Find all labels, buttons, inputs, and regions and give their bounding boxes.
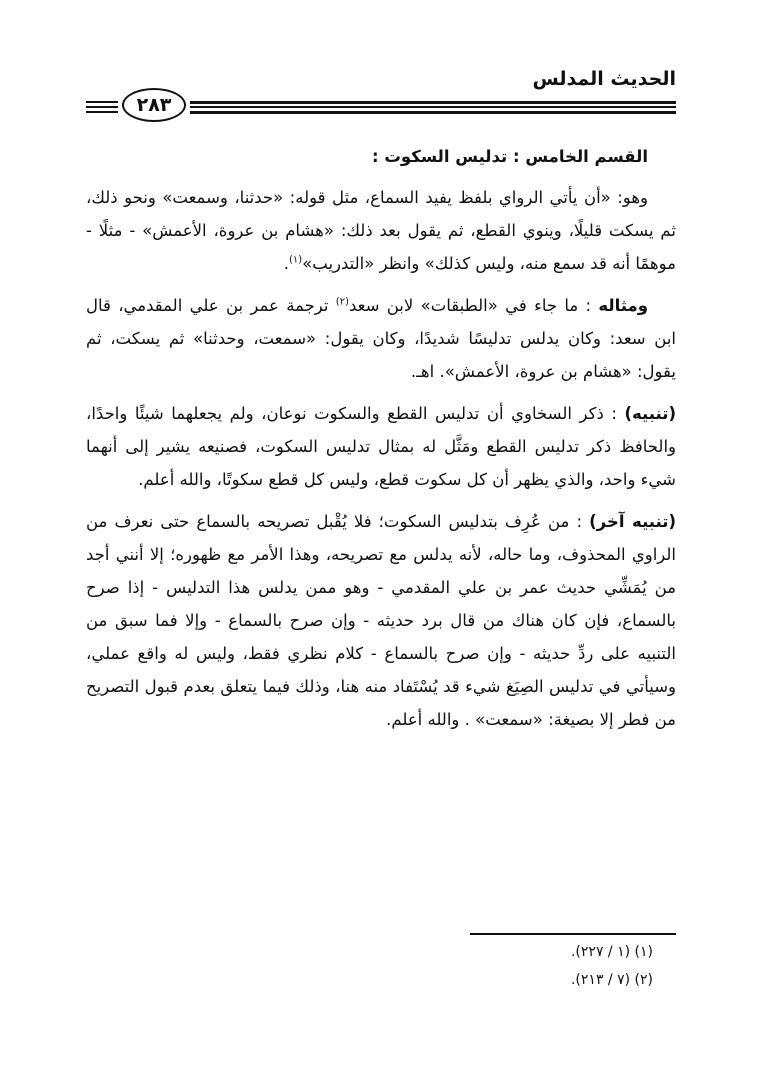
page-number: ٢٨٣ [136,94,172,116]
paragraph-another-note [86,505,676,736]
paragraph-text: : ذكر السخاوي أن تدليس القطع والسكوت نوعان، ولم يجعلهما شيئًا واحدًا، والحافظ ذكر تدليس القطع ومَثَّل له بمثال تدليس السكوت، فصنيعه يشير إلى أنهما شيء واحد، والذي يظهر أن كل سكوت قطع، وليس كل قطع سكوتًا، والله أعلم. [86,404,676,489]
paragraph-text: وهو: «أن يأتي الرواي بلفظ يفيد السماع، مثل قوله: «حدثنا، وسمعت» ونحو ذلك، ثم يسكت قليلًا، وينوي القطع، ثم يقول بعد ذلك: «هشام بن عروة، الأعمش» - مثلًا - موهمًا أنه قد سمع منه، وليس كذلك» وانظر «التدريب» [86,188,676,273]
header-rule [190,101,676,104]
header-rule [86,111,118,113]
header-rule [190,106,676,108]
paragraph-note [86,397,676,496]
running-title: الحديث المدلس [532,68,676,90]
paragraph-lead: (تنبيه آخر) [589,512,677,531]
paragraph-text: ترجمة عمر بن علي المقدمي، قال ابن سعد: وكان يدلس تدليسًا شديدًا، وكان يقول: «سمعت، وحدثنا» ثم يسكت، ثم يقول: «هشام بن عروة، الأعمش». اهـ. [86,296,676,381]
header-rule [86,106,118,108]
header-rule [86,101,118,103]
footnote-item: (١) (١ / ٢٢٧). [570,944,653,960]
footnote-separator [470,933,676,935]
section-heading: القسم الخامس : تدليس السكوت : [372,147,648,166]
header-rule [190,111,676,114]
paragraph-lead: ومثاله [598,296,649,315]
footnote-ref-1: (١) [288,254,303,266]
page-header [86,68,676,128]
paragraph-lead: (تنبيه) [624,404,676,423]
paragraph-text: : من عُرِف بتدليس السكوت؛ فلا يُقْبل تصريحه بالسماع حتى نعرف من الراوي المحذوف، وما حاله، لأنه يدلس مع تصريحه، وهذا الأمر مع ظهوره؛ إلا أنني أجد من يُمَشِّي حديث عمر بن علي المقدمي - وهو ممن يدلس هذا التدليس - إذا صرح بالسماع، فإن كان هناك من قال برد حديثه - وإن صرح بالسماع - وإلا فما سبق من التنبيه على ردِّ حديثه - وإن صرح بالسماع - كلام نظري فقط، وليس له واقع عملي، وسيأتي في تدليس الصِيَغ شيء قد يُسْتَفاد منه هنا، وذلك فيما يتعلق بعدم قبول التصريح من فطر إلا بصيغة: «سمعت» . والله أعلم. [86,512,676,729]
page-number-badge [122,88,186,122]
footnotes [86,938,653,994]
paragraph-example [86,289,676,388]
footnote-ref-2: (٢) [335,296,349,308]
footnote-item: (٢) (٧ / ٢١٣). [570,972,653,988]
paragraph-end: . [283,254,289,273]
body-text [86,140,676,745]
paragraph-text: : ما جاء في «الطبقات» لابن سعد [348,296,599,315]
paragraph-definition [86,181,676,280]
